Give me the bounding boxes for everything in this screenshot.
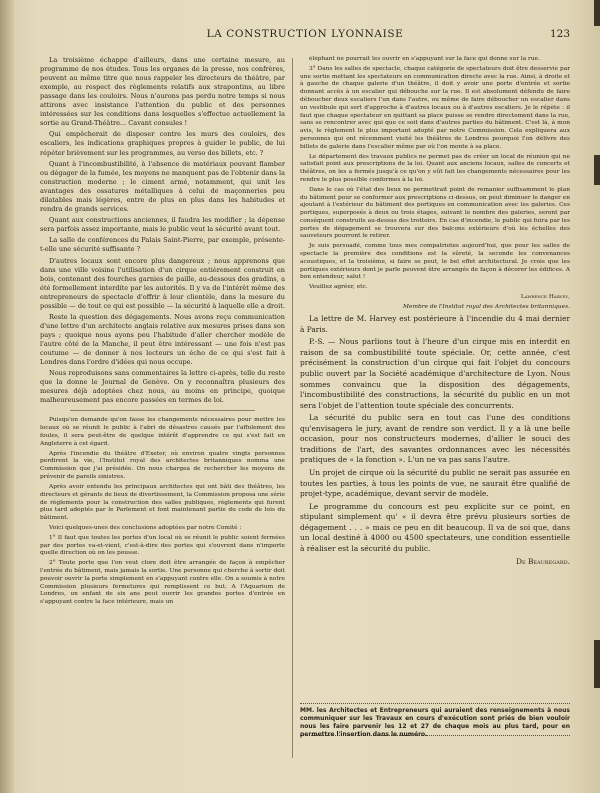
letter-paragraph: Après l'incendie du théâtre d'Exeter, où environ quatre vingts personnes perdirent la vie, l'Institut royal des architectes britanniques nomma une Commission que j'ai présidée. On nous chargea de rechercher les moyens de prévenir de pareils sinistres. — [40, 450, 285, 481]
left-column — [40, 56, 285, 761]
body-paragraph: Reste la question des dégagements. Nous avons reçu communication d'une lettre d'un architecte anglais relative aux mesures prises dans son pays ; quoique nous ayons peu l'habitude d'aller chercher modèle de l'autre côté de la Manche, il peut être intéressant — une fois n'est pas coutume — de donner à nos lecteurs un écho de ce qui s'est fait à Londres dans l'ordre d'idées qui nous occupe. — [40, 312, 285, 367]
body-paragraph: Qui empêcherait de disposer contre les murs des couloirs, des escaliers, les indications graphiques propres à guider le public, de lui répéter brièvement sur les programmes, au verso des billets, etc. ? — [40, 130, 285, 157]
letter-signature: Lawrence Harvey, — [520, 294, 570, 301]
body-paragraph: Le programme du concours est peu explicite sur ce point, en stipulant simplement qu' « il devra être prévu plusieurs sorties de dégagement . . . » mais ce peu en dit beaucoup. Il va de soi que, dans un local destiné à 4000 ou 4500 spectateurs, une condition essentielle à réaliser est la sécurité du public. — [300, 501, 570, 553]
page-header — [40, 28, 570, 44]
letter-paragraph: Après avoir entendu les principaux architectes qui ont bâti des théâtres, les directeurs et gérants de lieux de divertissement, la Commission proposa une série de règlements pour la construction des salles publiques, règlements qui furent plus tard adoptés par le Parlement et font maintenant partie du code de lois du bâtiment. — [40, 483, 285, 522]
body-paragraph: La salle de conférences du Palais Saint-Pierre, par exemple, présente-t-elle une sécurité suffisante ? — [40, 236, 285, 254]
body-paragraph: P.-S. — Nous parlions tout à l'heure d'un cirque mis en interdit en raison de sa combustibilité toute spéciale. Or, cette année, c'est précisément la construction d'un cirque qui fait l'objet du concours public ouvert par la Société académique d'architecture de Lyon. Nous sommes convaincu que la disposition des dégagements, l'incombustibilité des constructions, la sécurité du public en un mot sera l'objet de l'attention toute spéciale des concurrents. — [300, 337, 570, 410]
page-binding-edge — [0, 0, 14, 793]
letter-paragraph: 2° Toute porte que l'on veut clore doit être arrangée de façon à empêcher l'entrée du bâtiment, mais jamais la sortie. Une personne qui cherche à sortir doit pouvoir ouvrir la porte simplement en s'appuyant contre elle. On a soumis à notre Commission plusieurs fermetures qui remplissent ce but. A l'Aquarium de Londres, un enfant de six ans peut ouvrir les grandes portes d'entrée en s'appuyant contre la face intérieure, mais un — [40, 560, 285, 606]
letter-paragraph: Veuillez agréer, etc. — [309, 284, 368, 291]
editorial-notice: MM. les Architectes et Entrepreneurs qui auraient des renseignements à nous communiquer sur les Travaux en cours d'exécution sont priés de bien vouloir nous les faire parvenir les 12 et 27 de chaque mois au plus tard, pour en permettre l'insertion dans le numéro. — [300, 707, 570, 739]
page-number: 123 — [549, 28, 570, 40]
journal-title: LA CONSTRUCTION LYONNAISE — [206, 28, 404, 40]
letter-signature-title: Membre de l'Institut royal des Architectes britanniques. — [403, 304, 570, 311]
letter-paragraph: Le département des travaux publics ne permet pas de créer un local de réunion qui ne satisfait point aux prescriptions de la loi. Quant aux anciens locaux, salles de concerts et théâtres, on les a fermés jusqu'à ce qu'on y eût fait les changements nécessaires pour les rendre le plus possible conformes à la loi. — [300, 153, 570, 183]
right-column — [300, 56, 570, 706]
letter-paragraph: Puisqu'on demande qu'on fasse les changements nécessaires pour mettre les locaux où se réunit le public à l'abri de désastres causés par l'affolement des foules, il sera peut-être de quelque intérêt d'apprendre ce qui s'est fait en Angleterre à cet égard. — [40, 417, 285, 447]
author-signature: De Beauregard. — [516, 556, 570, 566]
scan-edge-bar — [594, 155, 600, 185]
section-rule — [70, 410, 255, 411]
body-paragraph: La troisième échappe d'ailleurs, dans une certaine mesure, au programme de nos études. Tous les organes de la presse, nos confrères, peuvent au même titre que nous rappeler les directeurs de théâtre, par exemple, au respect des règlements relatifs aux strapontins, au libre passage dans les couloirs. Nous n'aurons pas perdu notre temps si nous attirons avec insistance l'attention du public et des personnes intéressées sur les conditions dans lesquelles s'effectue actuellement la sortie au Grand-Théâtre... Cavant consules ! — [40, 56, 285, 128]
body-paragraph: Quant aux constructions anciennes, il faudra les modifier ; la dépense sera parfois assez importante, mais le public veut la sécurité avant tout. — [40, 216, 285, 234]
body-paragraph: La sécurité du public sera en tout cas l'une des conditions qu'envisagera le jury, avant de rendre son verdict. Il y a là une belle occasion, pour nos constructeurs modernes, d'allier le souci des traditions de l'art, des savantes ordonnances avec les nécessités pratiques de « la fonction ». L'un ne va pas sans l'autre. — [300, 413, 570, 465]
letter-paragraph: éléphant ne pourrait les ouvrir en s'appuyant sur la face qui donne sur la rue. — [309, 56, 540, 62]
letter-paragraph: 3° Dans les salles de spectacle, chaque catégorie de spectateurs doit être desservie par une sortie mettant les spectateurs en communication directe avec la rue. Ainsi, à droite et à gauche de chaque galerie d'un théâtre, il doit y avoir une porte d'entrée et sortie donnant accès à un escalier qui débouche sur la rue. Il est absolument défendu de faire déboucher deux escaliers l'un dans l'autre, ou même de faire déboucher un escalier dans un vestibule qui sert d'approche à d'autres locaux ou à d'autres escaliers. Je le répète : il faut que chaque spectateur en quittant sa place puisse se rendre directement dans la rue, sans se rencontrer avec qui que ce soit dans d'autres parties du bâtiment. C'est là, à mon avis, le règlement le plus important adopté par notre Commission. Cela expliquera aux personnes qui ont récemment visité les théâtres de Londres pourquoi l'on délivre des billets de galerie dans l'escalier même par où l'on monte à sa place. — [300, 65, 570, 150]
body-paragraph: Un projet de cirque où la sécurité du public ne serait pas assurée en toutes les parties, à tous les points de vue, ne saurait être qualifié de projet-type, académique, devant servir de modèle. — [300, 468, 570, 499]
body-paragraph: Quant à l'incombustibilité, à l'absence de matériaux pouvant flamber ou dégager de la fumée, les moyens ne manquent pas de l'obtenir dans la construction moderne ; le ciment armé, notamment, qui unit les avantages des ossatures métalliques à celui de maçonneries peu dilatables mais légères, entre de plus en plus dans les habitudes et rendra de grands services. — [40, 159, 285, 213]
letter-paragraph: Voici quelques-unes des conclusions adoptées par notre Comité : — [49, 524, 242, 531]
letter-paragraph: Dans le cas où l'état des lieux ne permettrait point de remanier suffisamment le plan du bâtiment pour se conformer aux prescriptions ci-dessus, on peut diminuer le danger en ajoutant à l'extérieur du bâtiment des portiques en communication avec les galeries. Ces portiques, superposés à deux ou trois étages, suivant le nombre des galeries, seront par conséquent construits au-dessus des trottoirs. En cas d'incendie, le public qui fuira par les portes de dégagement se trouvera sur des balcons extérieurs d'où les échelles des sauveteurs pourront le retirer. — [300, 186, 570, 240]
body-paragraph: Nous reproduisons sans commentaires la lettre ci-après, telle du reste que la donne le Journal de Genève. On y reconnaîtra plusieurs des mesures déjà adoptées chez nous, au moins en principe, quoique malheureusement pas encore passées en termes de loi. — [40, 369, 285, 405]
column-divider — [292, 58, 293, 758]
scan-edge-bar — [594, 0, 600, 26]
letter-paragraph: 1° Il faut que toutes les portes d'un local où se réunit le public soient fermées par des portes va-et-vient, c'est-à-dire des portes qui s'ouvrent dans n'importe quelle direction où on les pousse. — [40, 534, 285, 557]
notice-box — [300, 703, 570, 739]
body-paragraph: La lettre de M. Harvey est postérieure à l'incendie du 4 mai dernier à Paris. — [300, 314, 570, 334]
body-paragraph: D'autres locaux sont encore plus dangereux ; nous apprenons que dans une ville voisine l'utilisation d'un cirque entièrement construit en bois, contenant des fourches garnies de paille, au-dessous des gradins, a été formellement interdite par les autorités. Il y va de l'intérêt même des entrepreneurs de spectacle d'offrir à leur clientèle, dans la mesure du possible — de tout ce qui est possible — la sécurité à laquelle elle a droit. — [40, 256, 285, 310]
letter-paragraph: Je suis persuadé, comme tous mes compatriotes aujourd'hui, que pour les salles de spectacle la première des conditions est la sûreté, la seconde les convenances acoustiques, et la troisième, si faire se peut, le bel effet architectural. Je crois que les portiques extérieurs dont je parle peuvent être arrangés de façon à décorer les édifices. A bon entendeur, salut ! — [300, 243, 570, 281]
scan-edge-bar — [594, 640, 600, 688]
